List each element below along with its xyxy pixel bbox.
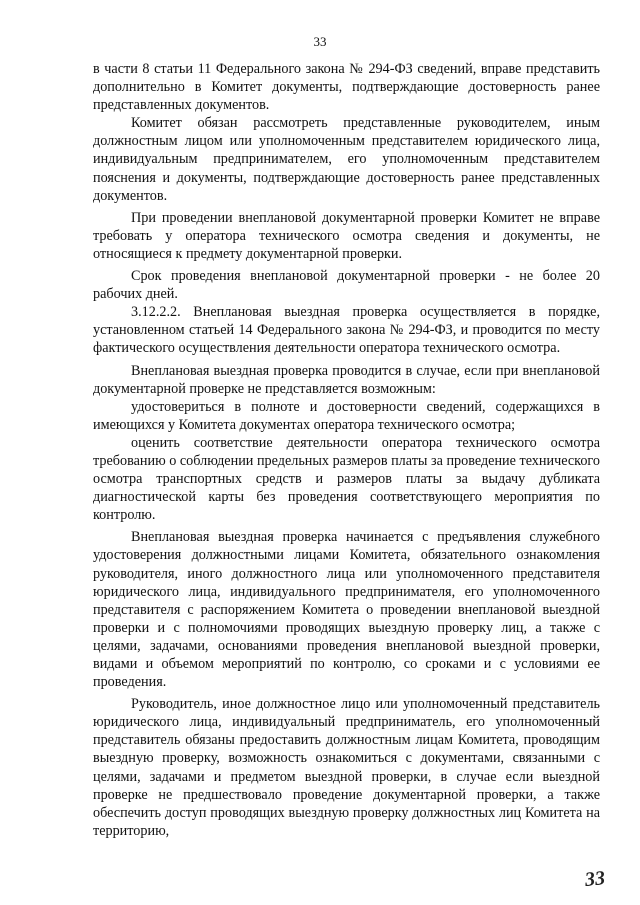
paragraph-7: удостовериться в полноте и достоверности сведений, содержащихся в имеющихся у Комитета документах оператора технического осмотра; — [93, 398, 600, 433]
paragraph-10: Руководитель, иное должностное лицо или уполномоченный представитель юридического лица, индивидуальный предприниматель, его уполномоченный представитель обязаны предоставить должностным лицам Комитета, проводящим выездную проверку, возможность ознакомиться с документами, связанными с целями, задачами и предметом выездной проверки, в случае если выездной проверке не предшествовало проведение документарной проверки, а также обеспечить доступ проводящих выездную проверку должностных лиц Комитета на территорию, — [93, 696, 600, 839]
paragraph-2: Комитет обязан рассмотреть представленные руководителем, иным должностным лицом или уполномоченным представителем юридического лица, индивидуальным предпринимателем, его уполномоченным представителем пояснения и документы, подтверждающие достоверность ранее представленных документов. — [93, 115, 600, 204]
document-body — [93, 60, 600, 840]
paragraph-5: 3.12.2.2. Внеплановая выездная проверка осуществляется в порядке, установленном статьей 14 Федерального закона № 294-ФЗ, и проводится по месту фактического осуществления деятельности оператора технического осмотра. — [93, 304, 600, 357]
paragraph-1: в части 8 статьи 11 Федерального закона № 294-ФЗ сведений, вправе представить дополнительно в Комитет документы, подтверждающие достоверность ранее представленных документов. — [93, 61, 600, 114]
paragraph-6: Внеплановая выездная проверка проводится в случае, если при внеплановой документарной проверке не представляется возможным: — [93, 362, 600, 397]
paragraph-4: Срок проведения внеплановой документарной проверки - не более 20 рабочих дней. — [93, 268, 600, 303]
paragraph-3: При проведении внеплановой документарной проверки Комитет не вправе требовать у оператора технического осмотра сведения и документы, не относящиеся к предмету документарной проверки. — [93, 209, 600, 262]
paragraph-9: Внеплановая выездная проверка начинается с предъявления служебного удостоверения должностными лицами Комитета, обязательного ознакомления руководителя, иного должностного лица или уполномоченного представителя юридического лица, индивидуального предпринимателя, его уполномоченного представителя с распоряжением Комитета о проведении внеплановой выездной проверки и с полномочиями проводящих выездную проверку лиц, а также с целями, задачами, основаниями проведения внеплановой выездной проверки, видами и объемом мероприятий по контролю, со сроками и с условиями ее проведения. — [93, 529, 600, 691]
handwritten-page-number: 33 — [583, 867, 607, 891]
paragraph-8: оценить соответствие деятельности оператора технического осмотра требованию о соблюдении предельных размеров платы за проведение технического осмотра транспортных средств и размеров платы за выдачу дубликата диагностической карты без проведения соответствующего мероприятия по контролю. — [93, 434, 600, 524]
page-number: 33 — [313, 34, 327, 49]
